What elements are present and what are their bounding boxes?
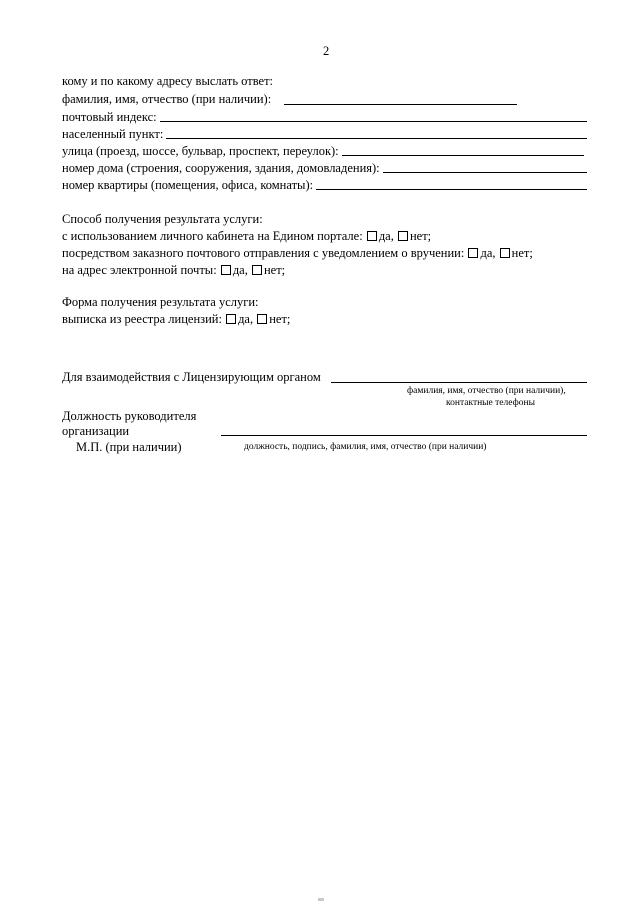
stamp-label: М.П. (при наличии) [76,440,182,454]
email-label: на адрес электронной почты: [62,263,217,277]
extract-no-checkbox[interactable] [257,314,267,324]
signature-caption: должность, подпись, фамилия, имя, отчество (при наличии) [244,442,487,452]
mail-label: посредством заказного почтового отправления с уведомлением о вручении: [62,246,465,260]
locality-row [62,127,587,142]
apartment-field[interactable] [316,189,587,190]
mail-yes-checkbox[interactable] [468,248,478,258]
fio-label: фамилия, имя, отчество (при наличии): [62,92,272,106]
fio-field[interactable] [284,104,517,105]
portal-no-checkbox[interactable] [398,231,408,241]
portal-yes-checkbox[interactable] [367,231,377,241]
portal-option-row [62,229,431,244]
house-field[interactable] [383,172,587,173]
contact-field[interactable] [331,382,587,383]
locality-field[interactable] [166,138,587,139]
extract-yes-label: да, [238,312,254,326]
portal-yes-label: да, [378,229,394,243]
portal-label: с использованием личного кабинета на Едином портале: [62,229,363,243]
postal-row [62,110,587,125]
scan-edge-mark [318,898,324,901]
extract-no-label: нет; [269,312,291,326]
email-no-checkbox[interactable] [252,265,262,275]
extract-yes-checkbox[interactable] [226,314,236,324]
mail-option-row [62,246,533,261]
email-option-row [62,263,285,278]
signature-field[interactable] [221,435,587,436]
mail-yes-label: да, [480,246,496,260]
house-row [62,161,587,176]
street-row [62,144,584,159]
street-label: улица (проезд, шоссе, бульвар, проспект, переулок): [62,144,339,158]
contact-caption-1: фамилия, имя, отчество (при наличии), [407,386,566,396]
apartment-row [62,178,587,193]
apartment-label: номер квартиры (помещения, офиса, комнаты): [62,178,314,192]
email-yes-label: да, [232,263,248,277]
email-no-label: нет; [263,263,286,277]
position-label-1: Должность руководителя [62,409,197,423]
street-field[interactable] [342,155,584,156]
house-label: номер дома (строения, сооружения, здания, домовладения): [62,161,380,175]
portal-no-label: нет; [409,229,432,243]
mail-no-label: нет; [511,246,533,260]
contact-caption-2: контактные телефоны [446,398,535,408]
contact-label: Для взаимодействия с Лицензирующим органом [62,370,321,384]
locality-label: населенный пункт: [62,127,164,141]
extract-option-row [62,312,290,327]
postal-field[interactable] [160,121,587,122]
method-heading: Способ получения результата услуги: [62,212,263,226]
mail-no-checkbox[interactable] [500,248,510,258]
page-number: 2 [323,44,330,58]
form-heading: Форма получения результата услуги: [62,295,259,309]
extract-label: выписка из реестра лицензий: [62,312,222,326]
email-yes-checkbox[interactable] [221,265,231,275]
postal-label: почтовый индекс: [62,110,157,124]
address-heading: кому и по какому адресу выслать ответ: [62,74,274,88]
position-label-2: организации [62,424,130,438]
